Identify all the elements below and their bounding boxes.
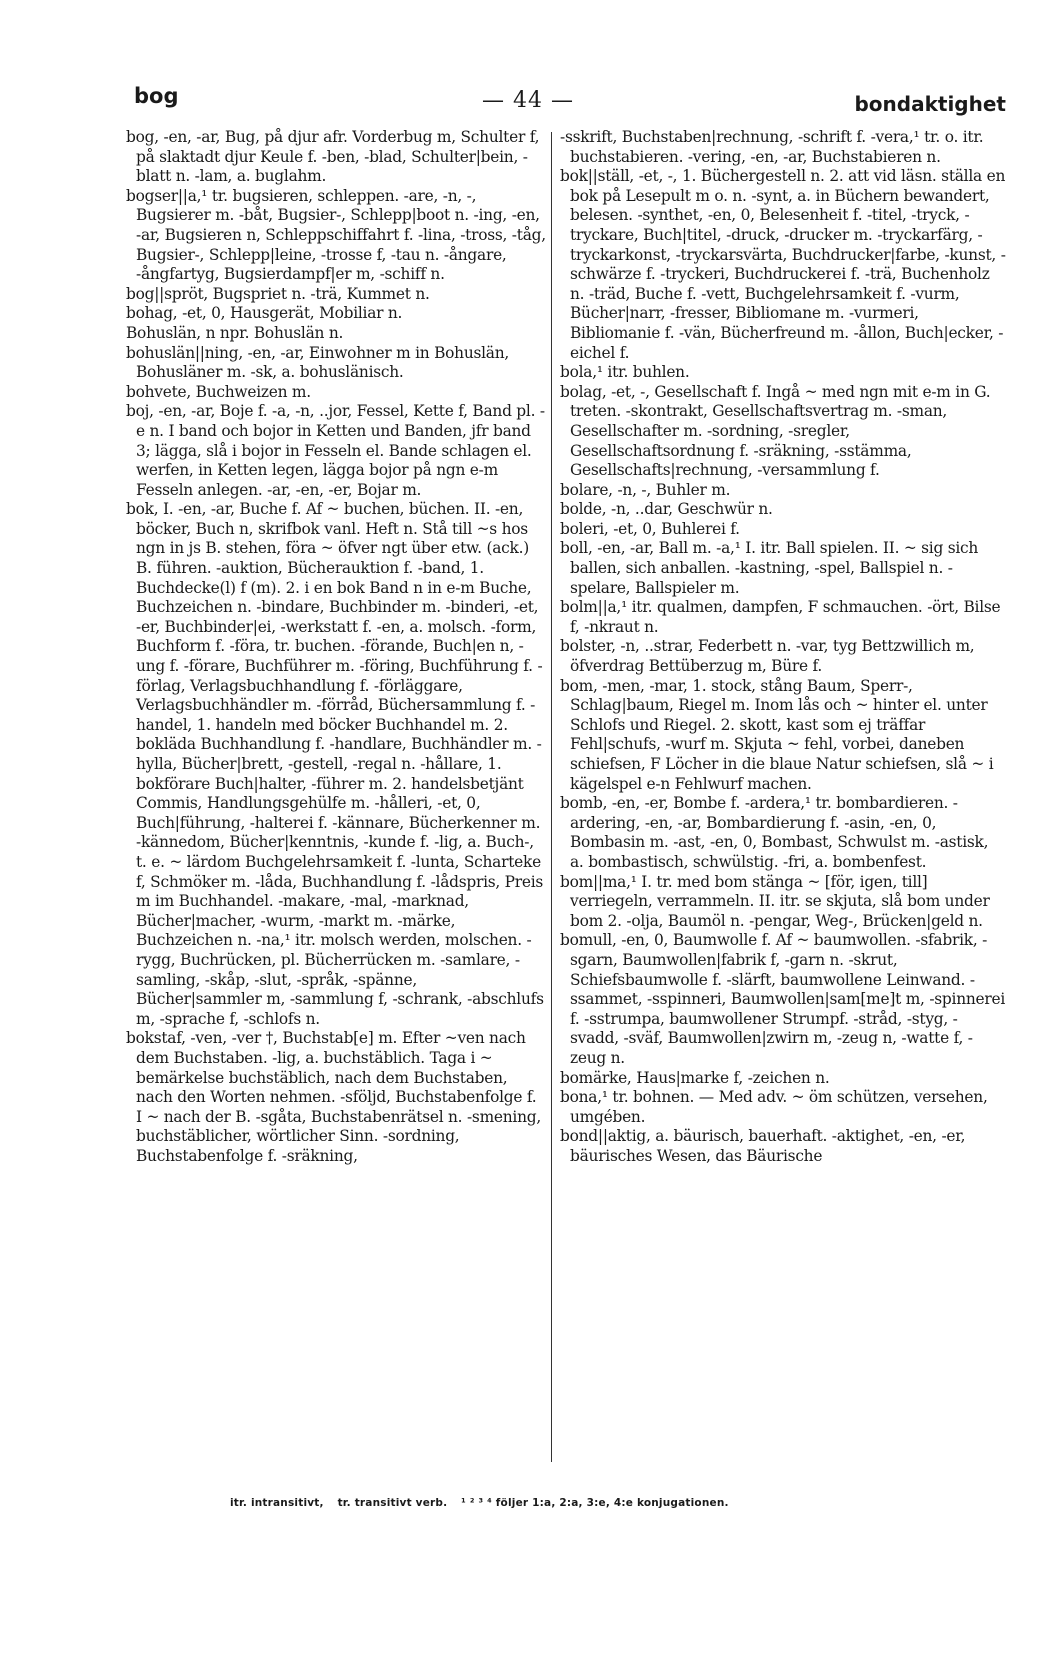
dictionary-entry: bohuslän||ning, -en, -ar, Einwohner m in Bohuslän, Bohusläner m. -sk, a. bohuslänisch. xyxy=(126,343,510,382)
dictionary-entry: bond||aktig, a. bäurisch, bauerhaft. -aktighet, -en, -er, bäurisches Wesen, das Bäurische xyxy=(560,1127,966,1165)
page-header xyxy=(0,84,1056,124)
dictionary-entry: boj, -en, -ar, Boje f. -a, -n, ..jor, Fessel, Kette f, Band pl. -e n. I band och bojor in Ketten und Banden, jfr band 3; lägga, slå i bojor in Fesseln el. Bande schlagen el. werfen, in Ketten legen, lägga bojor på ngn e-m Fesseln anlegen. -ar, -en, -er, Bojar m. xyxy=(126,402,545,499)
dictionary-entry: boll, -en, -ar, Ball m. -a,¹ I. itr. Ball spielen. II. ~ sig sich ballen, sich anballen. -kastning, -spel, Ballspiel n. -spelare, Ballspieler m. xyxy=(560,539,979,597)
footnote-tr: tr. transitivt verb. xyxy=(337,1497,448,1509)
dictionary-entry: bolster, -n, ..strar, Federbett n. -var, tyg Bettzwillich m, öfverdrag Bettüberzug m, Büre f. xyxy=(560,637,975,676)
footnote-itr: itr. intransitivt, xyxy=(230,1497,324,1509)
dictionary-entry: bomärke, Haus|marke f, -zeichen n. xyxy=(560,1068,830,1087)
dictionary-entry: bom||ma,¹ I. tr. med bom stänga ~ [för, igen, till] verriegeln, verrammeln. II. itr. se skjuta, slå bom under bom 2. -olja, Baumöl n. -pengar, Weg-, Brücken|geld n. xyxy=(560,872,990,930)
dictionary-entry: bogser||a,¹ tr. bugsieren, schleppen. -are, -n, -, Bugsierer m. -båt, Bugsier-, Schlepp|boot n. -ing, -en, -ar, Bugsieren n, Schleppschiffahrt f. -lina, -tross, -tåg, Bugsier-, Schlepp|leine, -trosse f, -tau n. -ångare, -ångfartyg, Bugsierdampf|er m, -schiff n. xyxy=(126,186,546,284)
left-column xyxy=(126,128,546,1166)
dictionary-entry: bolm||a,¹ itr. qualmen, dampfen, F schmauchen. -ört, Bilse f, -nkraut n. xyxy=(560,598,1001,636)
dictionary-entry: bom, -men, -mar, 1. stock, stång Baum, Sperr-, Schlag|baum, Riegel m. Inom lås och ~ hinter el. unter Schlofs und Riegel. 2. skott, kast som ej träffar Fehl|schufs, -wurf m. Skjuta ~ fehl, vorbei, daneben schiefsen, F Löcher in die blaue Natur schiefsen, slå ~ i kägelspel e-n Fehlwurf machen. xyxy=(560,676,994,793)
dictionary-entry: bolde, -n, ..dar, Geschwür n. xyxy=(560,500,773,519)
column-divider xyxy=(551,132,552,1462)
dictionary-entry: bona,¹ tr. bohnen. — Med adv. ~ öm schützen, versehen, umgében. xyxy=(560,1088,988,1126)
right-column xyxy=(560,128,1006,1166)
dictionary-entry: bohvete, Buchweizen m. xyxy=(126,382,311,401)
dictionary-entry: Bohuslän, n npr. Bohuslän n. xyxy=(126,323,344,342)
dictionary-entry: bomb, -en, -er, Bombe f. -ardera,¹ tr. bombardieren. -ardering, -en, -ar, Bombardierung f. -asin, -en, 0, Bombasin m. -ast, -en, 0, Bombast, Schwulst m. -astisk, a. bombastisch, schwülstig. -fri, a. bombenfest. xyxy=(560,794,989,871)
dictionary-entry: bokstaf, -ven, -ver †, Buchstab[e] m. Efter ~ven nach dem Buchstaben. -lig, a. buchstäblich. Taga i ~ bemärkelse buchstäblich, nach dem Buchstaben, nach den Worten nehmen. -sföljd, Buchstabenfolge f. I ~ nach der B. -sgåta, Buchstabenrätsel n. -smening, buchstäblicher, wörtlicher Sinn. -sordning, Buchstabenfolge f. -sräkning, xyxy=(126,1029,542,1165)
dictionary-entry: -sskrift, Buchstaben|rechnung, -schrift f. -vera,¹ tr. o. itr. buchstabieren. -vering, -en, -ar, Buchstabieren n. xyxy=(560,128,984,166)
dictionary-entry: bolare, -n, -, Buhler m. xyxy=(560,480,731,499)
right-running-headword: bondaktighet xyxy=(854,92,1006,116)
dictionary-entry: bohag, -et, 0, Hausgerät, Mobiliar n. xyxy=(126,304,403,323)
page-number: — 44 — xyxy=(482,88,574,113)
dictionary-entry: bog||spröt, Bugspriet n. -trä, Kummet n. xyxy=(126,284,430,303)
left-running-headword: bog xyxy=(134,84,179,108)
dictionary-entry: bomull, -en, 0, Baumwolle f. Af ~ baumwollen. -sfabrik, -sgarn, Baumwollen|fabrik f, -garn n. -skrut, Schiefsbaumwolle f. -slärft, baumwollene Leinwand. -ssammet, -sspinneri, Baumwollen|sam[me]t m, -spinnerei f. -sstrumpa, baumwollener Strumpf. -stråd, -styg, -svadd, -sväf, Baumwollen|zwirn m, -zeug n, -watte f, -zeug n. xyxy=(560,931,1006,1067)
dictionary-entry: bog, -en, -ar, Bug, på djur afr. Vorderbug m, Schulter f, på slaktadt djur Keule f. -ben, -blad, Schulter|bein, -blatt n. -lam, a. buglahm. xyxy=(126,128,540,186)
dictionary-entry: bok, I. -en, -ar, Buche f. Af ~ buchen, büchen. II. -en, böcker, Buch n, skrifbok vanl. Heft n. Stå till ~s hos ngn in js B. stehen, föra ~ öfver ngt über etw. (ack.) B. führen. -auktion, Bücherauktion f. -band, 1. Buchdecke(l) f (m). 2. i en bok Band n in e-m Buche, Buchzeichen n. -bindare, Buchbinder m. -binderi, -et, -er, Buchbinder|ei, -werkstatt f. -en, a. molsch. -form, Buchform f. -föra, tr. buchen. -förande, Buch|en n, -ung f. -förare, Buchführer m. -föring, Buchführung f. -förlag, Verlagsbuchhandlung f. -förläggare, Verlagsbuchhändler m. -förråd, Büchersammlung f. -handel, 1. handeln med böcker Buchhandel m. 2. bokläda Buchhandlung f. -handlare, Buchhändler m. -hylla, Bücher|brett, -gestell, -regal n. -hållare, 1. bokförare Buch|halter, -führer m. 2. handelsbetjänt Commis, Handlungsgehülfe m. -hålleri, -et, 0, Buch|führung, -halterei f. -kännare, Bücherkenner m. -kännedom, Bücher|kenntnis, -kunde f. -lig, a. Buch-, t. e. ~ lärdom Buchgelehrsamkeit f. -lunta, Scharteke f, Schmöker m. -låda, Buchhandlung f. -lådspris, Preis m im Buchhandel. -makare, -mal, -marknad, Bücher|macher, -wurm, -markt m. -märke, Buchzeichen n. -na,¹ itr. molsch werden, molschen. -rygg, Buchrücken, pl. Bücherrücken m. -samlare, -samling, -skåp, -slut, -språk, -spänne, Bücher|sammler m, -sammlung f, -schrank, -abschlufs m, -sprache f, -schlofs n. xyxy=(126,500,544,1028)
dictionary-entry: boleri, -et, 0, Buhlerei f. xyxy=(560,519,740,538)
footnote-conjugations: ¹ ² ³ ⁴ följer 1:a, 2:a, 3:e, 4:e konjugationen. xyxy=(461,1497,729,1509)
dictionary-entry: bolag, -et, -, Gesellschaft f. Ingå ~ med ngn mit e-m in G. treten. -skontrakt, Gesellschaftsvertrag m. -sman, Gesellschafter m. -sordning, -sregler, Gesellschaftsordnung f. -sräkning, -sstämma, Gesellschafts|rechnung, -versammlung f. xyxy=(560,382,991,480)
abbreviation-footnote xyxy=(230,1497,1030,1509)
dictionary-entry: bok||ställ, -et, -, 1. Büchergestell n. 2. att vid läsn. ställa en bok på Lesepult m o. n. -synt, a. in Büchern bewandert, belesen. -synthet, -en, 0, Belesenheit f. -titel, -tryck, -tryckare, Buch|titel, -druck, -drucker m. -tryckarfärg, -tryckarkonst, -tryckarsvärta, Buchdrucker|farbe, -kunst, -schwärze f. -tryckeri, Buchdruckerei f. -trä, Buchenholz n. -träd, Buche f. -vett, Buchgelehrsamkeit f. -vurm, Bücher|narr, -fresser, Bibliomane m. -vurmeri, Bibliomanie f. -vän, Bücherfreund m. -ållon, Buch|ecker, -eichel f. xyxy=(560,167,1006,362)
dictionary-entry: bola,¹ itr. buhlen. xyxy=(560,363,690,382)
